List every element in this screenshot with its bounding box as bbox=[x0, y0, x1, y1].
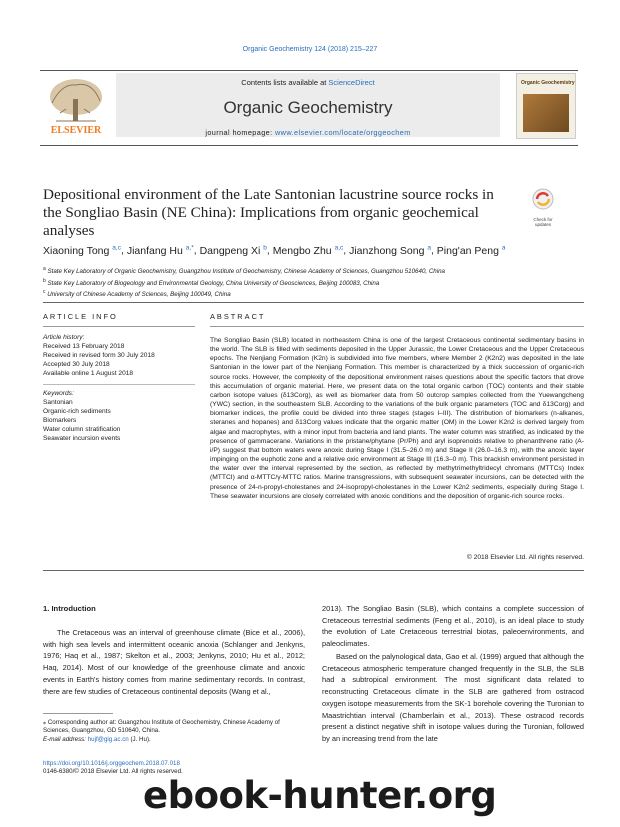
author[interactable] bbox=[43, 245, 121, 257]
article-history bbox=[43, 333, 193, 378]
article-info-heading: ARTICLE INFO bbox=[43, 312, 118, 321]
email-label: E-mail address: bbox=[43, 735, 88, 743]
keyword: Seawater incursion events bbox=[43, 435, 121, 442]
abstract-copyright: © 2018 Elsevier Ltd. All rights reserved. bbox=[466, 554, 584, 561]
elsevier-logo[interactable] bbox=[42, 73, 110, 139]
keywords bbox=[43, 389, 193, 443]
affiliation-text: State Key Laboratory of Organic Geochemistry, Guangzhou Institute of Geochemistry, Chinese Academy of Sciences, Guangzhou 510640, China bbox=[47, 268, 445, 276]
journal-reference[interactable]: Organic Geochemistry 124 (2018) 215–227 bbox=[242, 46, 378, 53]
section-heading-introduction: 1. Introduction bbox=[43, 604, 96, 613]
keyword: Biomarkers bbox=[43, 417, 77, 424]
corresponding-author-note: ⁎ Corresponding author at: Guangzhou Institute of Geochemistry, Chinese Academy of Sciences, Guangzhou, GD 510640, China. bbox=[43, 719, 280, 735]
history-label: Article history: bbox=[43, 334, 85, 341]
author-affiliation-marker[interactable]: a,c bbox=[334, 244, 344, 251]
author-affiliation-marker[interactable]: a,* bbox=[185, 244, 194, 251]
journal-header bbox=[40, 70, 578, 146]
email-suffix: (J. Hu). bbox=[128, 735, 151, 743]
homepage-prefix: journal homepage: bbox=[205, 128, 275, 137]
journal-cover-thumbnail bbox=[516, 73, 576, 139]
author[interactable] bbox=[273, 245, 344, 257]
keywords-label: Keywords: bbox=[43, 390, 74, 397]
affiliation-text: State Key Laboratory of Biogeology and Environmental Geology, China University of Geosciences, Beijing 100083, China bbox=[47, 279, 380, 287]
keyword: Santonian bbox=[43, 399, 73, 406]
divider bbox=[43, 384, 195, 385]
author-list: Xiaoning Tong $^{a,c}$, Jianfang Hu $^{a,*}$, Dangpeng Xi $^b$, Mengbo Zhu $^{a,c}$, Jianzhong Song $^a$, Ping'an Peng $^a$ bbox=[43, 244, 506, 257]
author-affiliation-marker[interactable]: a bbox=[427, 244, 431, 251]
author-name: Jianzhong Song bbox=[349, 244, 425, 257]
history-item: Accepted 30 July 2018 bbox=[43, 361, 110, 368]
abstract-heading: ABSTRACT bbox=[210, 312, 266, 321]
author-name: Jianfang Hu bbox=[126, 244, 183, 257]
contents-prefix: Contents lists available at bbox=[241, 78, 329, 87]
author-affiliation-marker[interactable]: a bbox=[501, 244, 506, 251]
keyword: Water column stratification bbox=[43, 426, 121, 433]
footnote bbox=[43, 719, 303, 744]
journal-title: Organic Geochemistry bbox=[223, 98, 393, 117]
keyword: Organic-rich sediments bbox=[43, 408, 111, 415]
divider bbox=[210, 326, 584, 327]
check-updates-icon bbox=[528, 188, 558, 212]
affiliation-marker: a bbox=[43, 266, 46, 272]
history-item: Received 13 February 2018 bbox=[43, 343, 125, 350]
email-link[interactable]: hujf@gig.ac.cn bbox=[87, 735, 129, 743]
affiliation-marker: b bbox=[43, 277, 46, 284]
author[interactable] bbox=[200, 245, 267, 257]
intro-paragraph-right-1: 2013). The Songliao Basin (SLB), which contains a complete succession of Cretaceous terrestrial sediments (Feng et al., 2010), is an ideal place to study the evolution of Late Cretaceous terrestrial biotas, paleoenvironments, and paleoclimates. bbox=[322, 604, 584, 649]
author-affiliation-marker[interactable]: a,c bbox=[112, 244, 121, 251]
affiliation-item bbox=[43, 265, 583, 277]
affiliation-marker: c bbox=[43, 289, 46, 296]
author-name: Ping'an Peng bbox=[436, 244, 499, 257]
divider bbox=[43, 570, 584, 571]
watermark: ebook-hunter.org bbox=[143, 774, 497, 817]
journal-masthead bbox=[116, 73, 500, 137]
author-affiliation-marker[interactable]: b bbox=[263, 244, 267, 251]
affiliation-item bbox=[43, 288, 583, 300]
footnote-divider bbox=[43, 713, 113, 714]
intro-paragraph-left: The Cretaceous was an interval of greenhouse climate (Bice et al., 2006), with high sea levels and intermittent oceanic anoxia (Schlanger and Jenkyns, 1976; Haq et al., 1987; Skelton et al., 2003; Jenkyns, 2010; Hu et al., 2012; Haq, 2014). Most of our knowledge of the greenhouse climate and anoxic events in Earth's history comes from marine sedimentary records. In contrast, there are few studies of Cretaceous continental deposits (Wang et al., bbox=[43, 628, 305, 696]
author[interactable] bbox=[349, 245, 431, 257]
journal-homepage bbox=[116, 128, 500, 137]
author-name: Xiaoning Tong bbox=[43, 244, 110, 257]
contents-line bbox=[116, 78, 500, 87]
affiliations bbox=[43, 265, 583, 300]
author-name: Dangpeng Xi bbox=[199, 244, 261, 257]
affiliation-item bbox=[43, 277, 583, 289]
author[interactable] bbox=[127, 245, 194, 257]
email-line bbox=[43, 736, 303, 744]
divider bbox=[43, 326, 195, 327]
author-name: Mengbo Zhu bbox=[272, 244, 332, 257]
homepage-link[interactable]: www.elsevier.com/locate/orggeochem bbox=[275, 128, 411, 137]
issn-line: 0146-6380/© 2018 Elsevier Ltd. All rights reserved. bbox=[43, 768, 183, 776]
divider bbox=[43, 302, 584, 303]
doi-link[interactable]: https://doi.org/10.1016/j.orggeochem.2018.07.018 bbox=[43, 760, 180, 767]
history-item: Available online 1 August 2018 bbox=[43, 370, 134, 377]
sciencedirect-link[interactable]: ScienceDirect bbox=[328, 78, 375, 87]
check-updates-label: Check for updates bbox=[533, 217, 553, 227]
elsevier-wordmark: ELSEVIER bbox=[50, 125, 102, 136]
cover-title: Organic Geochemistry bbox=[521, 80, 575, 86]
cover-image bbox=[523, 94, 569, 132]
check-for-updates-badge[interactable] bbox=[528, 188, 558, 227]
author[interactable] bbox=[437, 245, 506, 257]
intro-paragraph-right-2: Based on the palynological data, Gao et al. (1999) argued that although the Cretaceous atmospheric temperature changed frequently in the SLB, the SLB had a subtropical environment. The most significant data related to reconstructing Cretaceous climate in the SLB are gathered from ostracod oxygen isotope measurements from the SK-1 borehole covering the Turonian to Maastrichtian interval (Chamberlain et al., 2013). These ostracod records present a distinct negative shift in isotope values during the Turonian, followed by an increasing trend from the late bbox=[322, 652, 584, 743]
history-item: Received in revised form 30 July 2018 bbox=[43, 352, 155, 359]
affiliation-text: University of Chinese Academy of Sciences, Beijing 100049, China bbox=[47, 291, 231, 299]
article-title: Depositional environment of the Late Santonian lacustrine source rocks in the Songliao Basin (NE China): Implications from organic geochemical analyses bbox=[43, 186, 494, 239]
abstract-text: The Songliao Basin (SLB) located in northeastern China is one of the largest Cretaceous continental sedimentary basins in the world. The SLB is filled with sediments deposited in the Upper Jurassic, the Lower Cretaceous and the Upper Cretaceous epochs. The Nenjiang Formation (K2n) is subdivided into five members, where Member 2 (K2n2) was deposited in the late Santonian in the lower part of the Nenjiang Formation. This member is characterized by a thick succession of organic-rich source rocks. However, the complexity of the depositional environment raises questions about the specific factors that drove this accumulation of organic material. Here, we present data on the total organic carbon (TOC) contents and their stable carbon isotope values (δ13Corg), as well as biomarker data from 50 outcrop samples collected from the Yuewangcheng (YWC) section, in the southeastern SLB. According to the variations of the bulk organic parameters (TOC and δ13Corg) and biomarker indices, the profile could be divided into three stages (stages I–III). The distribution of biomarkers (n-alkanes, steranes and hopanes) and δ13Corg values indicate that the organic matter (OM) in the Lower K2n2 is derived largely from algae and macrophytes, with a minor input from bacteria and land plants. The water column was stratified, as indicated by the presence of gammacerane. Variations in the pristane/phytane (Pr/Ph) and aryl isoprenoids relative to phenanthrene ratio (A-i/P) suggest that bottom waters were anoxic during Stage I (31.5–26.0 m) and Stage II (26.0–16.3 m), with the anoxic layer impinging on the euphotic zone and a relative oxic environment at Stage III (16.3–0 m). This brackish environment persisted in the water over the interval represented by the section, as reflected by methytrimethyltridecyl chromans (MTTCs) Index (MTTCI) and α-MTTC/γ-MTTC ratios. Marine transgressions, with subsequent seawater incursions, can be detected with the presence of 24-n-propyl-cholestanes and 24-isopropyl-cholestanes in the Lower K2n2 sediments, especially during Stage I. These seawater incursions are closely correlated with anoxic conditions and the deposition of organic-rich source rocks. bbox=[210, 337, 584, 500]
